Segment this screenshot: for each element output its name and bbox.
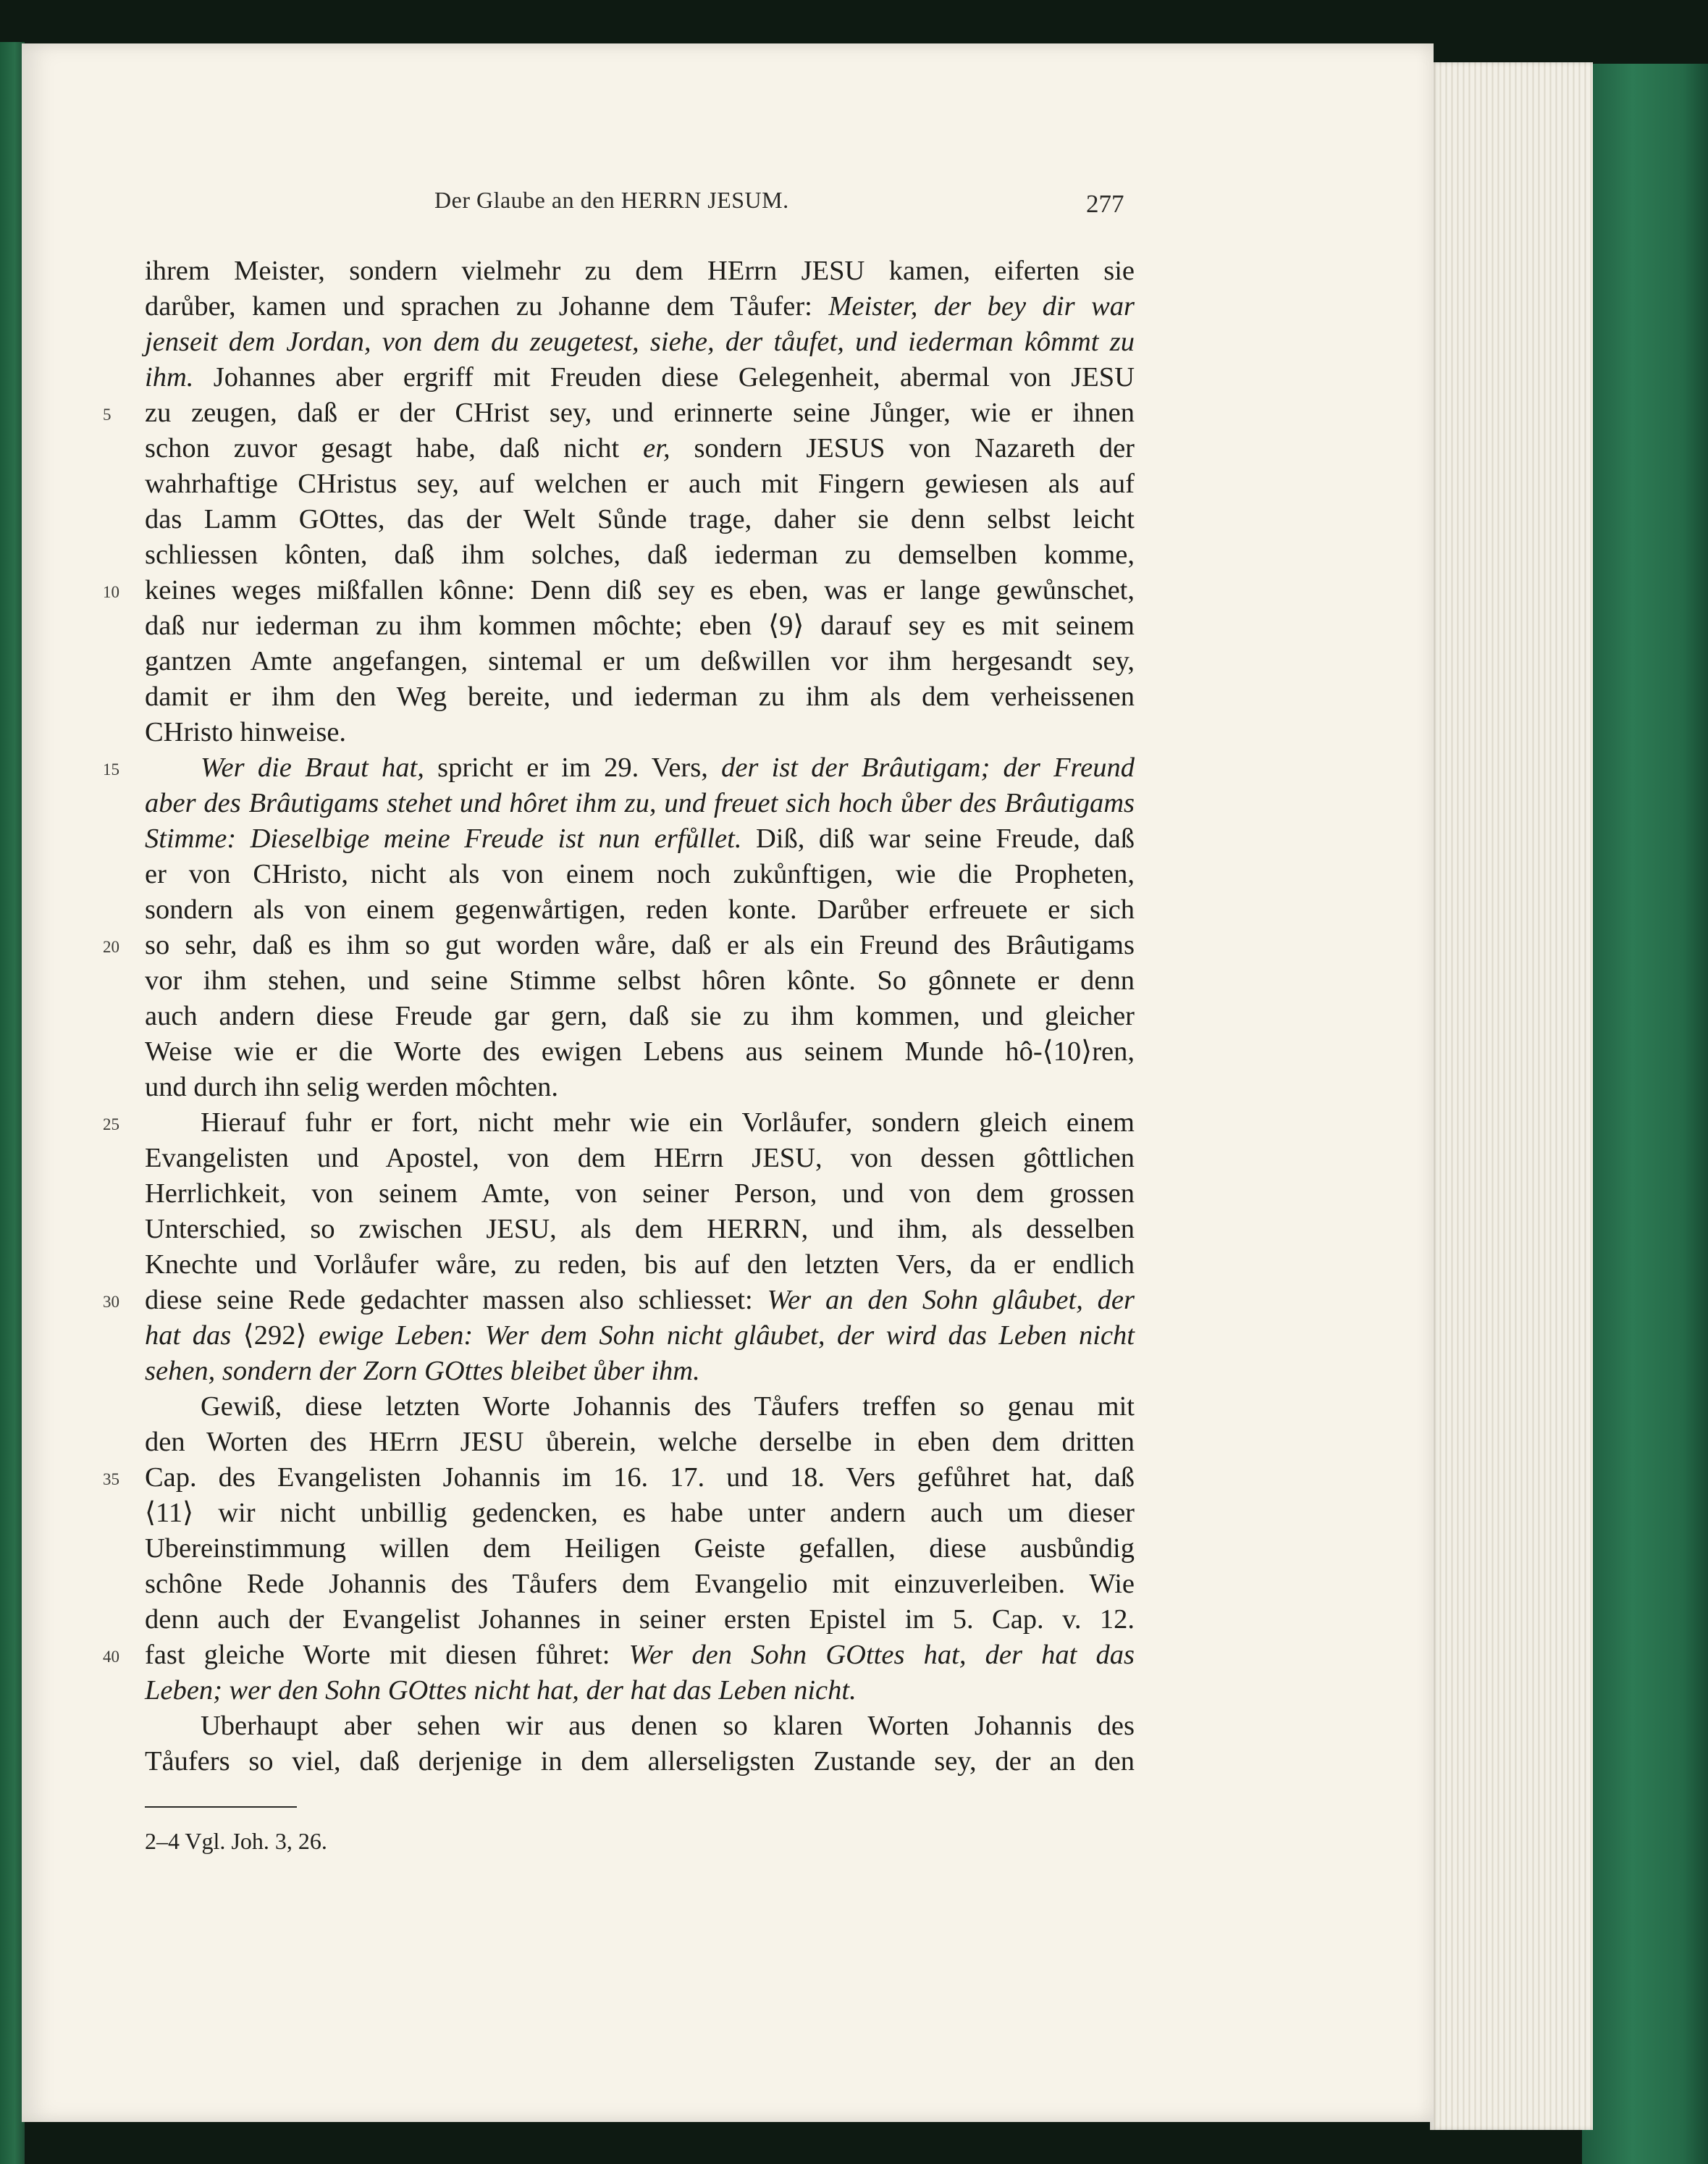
line-number: 40 <box>103 1648 119 1666</box>
line-number: 30 <box>103 1293 119 1311</box>
text-run: CHristo hinweise. <box>145 717 347 747</box>
text-line <box>145 360 1135 395</box>
text-run: Herrlichkeit, von seinem Amte, von seiner Person, und von dem grossen <box>145 1178 1135 1209</box>
text-line <box>145 1637 1135 1673</box>
text-run: Weise wie er die Worte des ewigen Lebens aus seinem Munde hô-⟨10⟩ren, <box>145 1036 1135 1067</box>
text-run: zu zeugen, daß er der CHrist sey, und erinnerte seine Jůnger, wie er ihnen <box>145 398 1135 428</box>
text-line <box>145 679 1135 715</box>
text-line <box>145 892 1135 928</box>
text-run: fast gleiche Worte mit diesen fůhret: <box>145 1640 629 1670</box>
text-line <box>145 502 1135 537</box>
italic-text: jenseit dem Jordan, von dem du zeugetest, siehe, der tåufet, und iederman kômmt zu <box>145 327 1135 357</box>
text-run: ihrem Meister, sondern vielmehr zu dem HErrn JESU kamen, eiferten sie <box>145 256 1135 286</box>
italic-text: Leben; wer den Sohn GOttes nicht hat, der hat das Leben nicht. <box>145 1675 857 1706</box>
text-line <box>145 999 1135 1034</box>
text-line <box>145 289 1135 324</box>
text-run: spricht er im 29. Vers, <box>424 752 722 783</box>
text-run: schliessen kônten, daß ihm solches, daß iederman zu demselben komme, <box>145 540 1135 570</box>
right-book-cover <box>1582 64 1708 2164</box>
text-line <box>145 1105 1135 1141</box>
text-line <box>145 573 1135 608</box>
text-run: auch andern diese Freude gar gern, daß sie zu ihm kommen, und gleicher <box>145 1001 1135 1031</box>
text-run: diese seine Rede gedachter massen also schliesset: <box>145 1285 767 1315</box>
text-run: sondern JESUS von Nazareth der <box>670 433 1135 464</box>
italic-text: hat das <box>145 1320 243 1351</box>
text-line <box>145 1602 1135 1637</box>
text-line <box>145 928 1135 963</box>
text-line <box>145 1034 1135 1070</box>
body-text <box>145 253 1135 1779</box>
text-line <box>145 466 1135 502</box>
text-line <box>145 1567 1135 1602</box>
italic-text: Wer an den Sohn glâubet, der <box>767 1285 1135 1315</box>
text-run: denn auch der Evangelist Johannes in seiner ersten Epistel im 5. Cap. v. 12. <box>145 1604 1135 1635</box>
footnote-ref: 2–4 <box>145 1828 180 1854</box>
text-run: ⟨11⟩ wir nicht unbillig gedencken, es habe unter andern auch um dieser <box>145 1498 1135 1528</box>
text-line <box>145 1354 1135 1389</box>
text-run: ⟨292⟩ <box>243 1320 319 1351</box>
italic-text: Wer den Sohn GOttes hat, der hat das <box>628 1640 1135 1670</box>
text-run: und durch ihn selig werden môchten. <box>145 1072 558 1102</box>
text-run: Johannes aber ergriff mit Freuden diese Gelegenheit, abermal von JESU <box>193 362 1135 393</box>
text-line <box>145 1744 1135 1779</box>
text-line <box>145 857 1135 892</box>
line-number: 20 <box>103 938 119 956</box>
text-line <box>145 1673 1135 1708</box>
italic-text: ewige Leben: Wer dem Sohn nicht glâubet, der wird das Leben nicht <box>318 1320 1135 1351</box>
text-line <box>145 1496 1135 1531</box>
italic-text: Meister, der bey dir war <box>828 291 1135 322</box>
text-run: den Worten des HErrn JESU ůberein, welche derselbe in eben dem dritten <box>145 1427 1135 1457</box>
footnote <box>145 1828 327 1855</box>
text-line <box>145 1460 1135 1496</box>
text-line <box>145 1247 1135 1283</box>
italic-text: ihm. <box>145 362 194 393</box>
text-line <box>145 644 1135 679</box>
text-run: wahrhaftige CHristus sey, auf welchen er auch mit Fingern gewiesen als auf <box>145 469 1135 499</box>
text-run: Evangelisten und Apostel, von dem HErrn JESU, von dessen gôttlichen <box>145 1143 1135 1173</box>
text-line <box>145 1425 1135 1460</box>
page-number: 277 <box>1086 190 1124 218</box>
text-run: das Lamm GOttes, das der Welt Sůnde trage, daher sie denn selbst leicht <box>145 504 1135 534</box>
footnote-rule <box>145 1806 297 1808</box>
text-run: schône Rede Johannis des Tåufers dem Evangelio mit einzuverleiben. Wie <box>145 1569 1135 1599</box>
text-line <box>145 786 1135 821</box>
text-run: Diß, diß war seine Freude, daß <box>741 823 1135 854</box>
text-run: keines weges mißfallen kônne: Denn diß sey es eben, was er lange gewůnschet, <box>145 575 1135 605</box>
text-line <box>145 324 1135 360</box>
text-run: Knechte und Vorlåufer wåre, zu reden, bis auf den letzten Vers, da er endlich <box>145 1249 1135 1280</box>
text-line <box>145 431 1135 466</box>
text-run: er von CHristo, nicht als von einem noch zukůnftigen, wie die Propheten, <box>145 859 1135 889</box>
line-number: 25 <box>103 1115 119 1133</box>
page-stack-edges <box>1430 62 1593 2130</box>
text-line <box>145 537 1135 573</box>
text-line <box>145 1141 1135 1176</box>
italic-text: Wer die Braut hat, <box>201 752 424 783</box>
text-line <box>145 963 1135 999</box>
footnote-text: Vgl. Joh. 3, 26. <box>180 1828 327 1854</box>
text-run: darůber, kamen und sprachen zu Johanne dem Tåufer: <box>145 291 829 322</box>
text-line <box>145 1176 1135 1212</box>
line-number: 35 <box>103 1470 119 1488</box>
italic-text: der ist der Brâutigam; der Freund <box>721 752 1135 783</box>
text-line <box>145 1389 1135 1425</box>
text-run: Gewiß, diese letzten Worte Johannis des Tåufers treffen so genau mit <box>145 1391 1135 1422</box>
text-line <box>145 1708 1135 1744</box>
text-line <box>145 1212 1135 1247</box>
text-run: Unterschied, so zwischen JESU, als dem HERRN, und ihm, als desselben <box>145 1214 1135 1244</box>
line-number: 15 <box>103 760 119 779</box>
text-run: gantzen Amte angefangen, sintemal er um deßwillen vor ihm hergesandt sey, <box>145 646 1135 676</box>
text-run: sondern als von einem gegenwårtigen, reden konte. Darůber erfreuete er sich <box>145 894 1135 925</box>
text-line <box>145 1283 1135 1318</box>
text-line <box>145 608 1135 644</box>
text-run: Hierauf fuhr er fort, nicht mehr wie ein Vorlåufer, sondern gleich einem <box>145 1107 1135 1138</box>
line-number: 5 <box>103 406 112 424</box>
text-run: Cap. des Evangelisten Johannis im 16. 17. und 18. Vers gefůhret hat, daß <box>145 1462 1135 1493</box>
text-line <box>145 1070 1135 1105</box>
text-line <box>145 821 1135 857</box>
italic-text: Stimme: Dieselbige meine Freude ist nun erfůllet. <box>145 823 742 854</box>
text-run: damit er ihm den Weg bereite, und iederman zu ihm als dem verheissenen <box>145 682 1135 712</box>
running-title: Der Glaube an den HERRN JESUM. <box>434 187 789 213</box>
text-run: Uberhaupt aber sehen wir aus denen so klaren Worten Johannis des <box>145 1711 1135 1741</box>
text-line <box>145 253 1135 289</box>
text-line <box>145 750 1135 786</box>
text-line <box>145 715 1135 750</box>
left-book-board <box>0 42 25 2164</box>
text-run: daß nur iederman zu ihm kommen môchte; eben ⟨9⟩ darauf sey es mit seinem <box>145 611 1135 641</box>
italic-text: sehen, sondern der Zorn GOttes bleibet ůber ihm. <box>145 1356 700 1386</box>
text-run <box>145 752 201 783</box>
text-line <box>145 395 1135 431</box>
italic-text: aber des Brâutigams stehet und hôret ihm zu, und freuet sich hoch ůber des Brâutigams <box>145 788 1135 818</box>
text-run: Ubereinstimmung willen dem Heiligen Geiste gefallen, diese ausbůndig <box>145 1533 1135 1564</box>
line-number: 10 <box>103 583 119 601</box>
italic-text: er, <box>643 433 670 464</box>
text-line <box>145 1531 1135 1567</box>
text-run: schon zuvor gesagt habe, daß nicht <box>145 433 644 464</box>
text-line <box>145 1318 1135 1354</box>
text-run: vor ihm stehen, und seine Stimme selbst hôren kônte. So gônnete er denn <box>145 965 1135 996</box>
text-run: so sehr, daß es ihm so gut worden wåre, daß er als ein Freund des Brâutigams <box>145 930 1135 960</box>
text-run: Tåufers so viel, daß derjenige in dem allerseligsten Zustande sey, der an den <box>145 1746 1135 1777</box>
